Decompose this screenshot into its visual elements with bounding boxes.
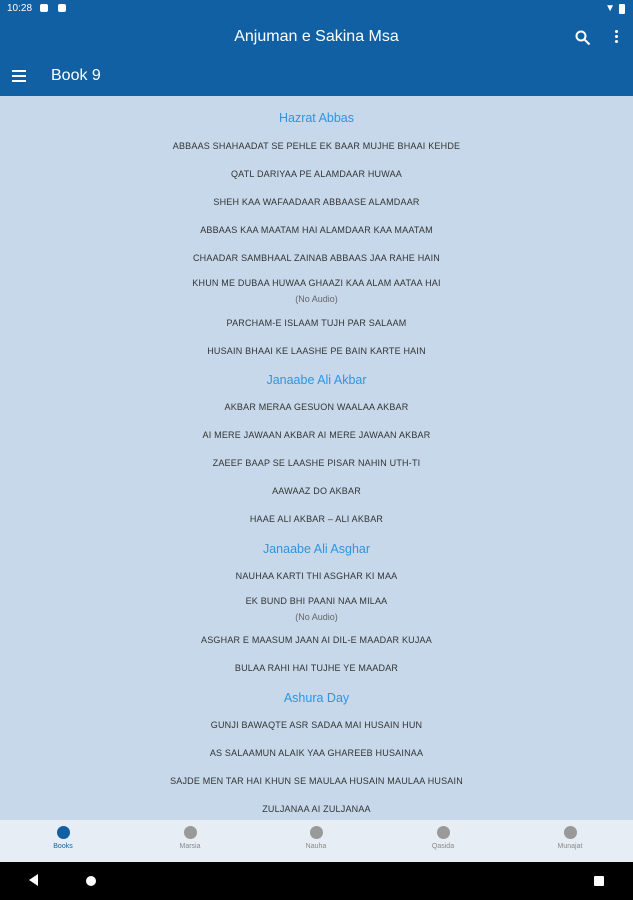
- nav-nauha[interactable]: [286, 826, 346, 850]
- sim-icon: [58, 4, 66, 12]
- hamburger-menu-icon[interactable]: [12, 70, 26, 82]
- section-heading: Hazrat Abbas: [278, 111, 355, 125]
- list-item[interactable]: AI MERE JAWAAN AKBAR AI MERE JAWAAN AKBAR: [202, 430, 431, 440]
- list-item[interactable]: AAWAAZ DO AKBAR: [272, 486, 361, 496]
- notification-icon: [40, 4, 48, 12]
- section-heading: Ashura Day: [283, 691, 350, 705]
- list-item[interactable]: EK BUND BHI PAANI NAA MILAA: [245, 596, 388, 606]
- list-item[interactable]: AKBAR MERAA GESUON WAALAA AKBAR: [224, 402, 409, 412]
- list-item[interactable]: ZAEEF BAAP SE LAASHE PISAR NAHIN UTH-TI: [212, 458, 421, 468]
- list-item[interactable]: ZULJANAA AI ZULJANAA: [262, 804, 371, 814]
- no-audio-label: (No Audio): [295, 294, 338, 304]
- home-icon[interactable]: [86, 876, 96, 886]
- nauha-icon: [310, 826, 323, 839]
- list-item[interactable]: CHAADAR SAMBHAAL ZAINAB ABBAAS JAA RAHE HAIN: [192, 253, 441, 263]
- list-item[interactable]: KHUN ME DUBAA HUWAA GHAAZI KAA ALAM AATAA HAI: [192, 278, 441, 288]
- status-time: 10:28: [7, 3, 33, 14]
- list-item[interactable]: ABBAAS SHAHAADAT SE PEHLE EK BAAR MUJHE BHAAI KEHDE: [172, 141, 461, 151]
- list-item[interactable]: SHEH KAA WAFAADAAR ABBAASE ALAMDAAR: [213, 197, 420, 207]
- nav-label: Books: [53, 843, 73, 850]
- app-bar: [0, 18, 633, 96]
- list-item[interactable]: HAAE ALI AKBAR – ALI AKBAR: [249, 514, 384, 524]
- no-audio-label: (No Audio): [295, 612, 338, 622]
- bottom-navigation: [0, 820, 633, 862]
- nav-marsia[interactable]: [160, 826, 220, 850]
- list-item[interactable]: ASGHAR E MAASUM JAAN AI DIL-E MAADAR KUJAA: [201, 635, 432, 645]
- nav-label: Marsia: [179, 843, 201, 850]
- back-icon[interactable]: [29, 874, 38, 886]
- recent-apps-icon[interactable]: [594, 876, 604, 886]
- list-item[interactable]: SAJDE MEN TAR HAI KHUN SE MAULAA HUSAIN MAULAA HUSAIN: [170, 776, 463, 786]
- marsia-icon: [184, 826, 197, 839]
- nav-books[interactable]: [33, 826, 93, 850]
- list-item[interactable]: BULAA RAHI HAI TUJHE YE MAADAR: [234, 663, 399, 673]
- section-heading: Janaabe Ali Akbar: [266, 373, 367, 387]
- wifi-icon: ▼: [605, 3, 615, 14]
- status-right: [605, 3, 625, 14]
- status-bar: [0, 0, 633, 18]
- list-item[interactable]: HUSAIN BHAAI KE LAASHE PE BAIN KARTE HAIN: [207, 346, 426, 356]
- battery-icon: [619, 4, 625, 14]
- munajat-icon: [564, 826, 577, 839]
- list-item[interactable]: AS SALAAMUN ALAIK YAA GHAREEB HUSAINAA: [209, 748, 424, 758]
- nav-label: Nauha: [305, 843, 327, 850]
- list-item[interactable]: QATL DARIYAA PE ALAMDAAR HUWAA: [230, 169, 403, 179]
- nav-label: Qasida: [431, 843, 455, 850]
- nav-label: Munajat: [557, 843, 583, 850]
- search-icon[interactable]: [575, 30, 591, 46]
- list-item[interactable]: NAUHAA KARTI THI ASGHAR KI MAA: [235, 571, 398, 581]
- more-options-icon[interactable]: [613, 28, 619, 48]
- app-title: Anjuman e Sakina Msa: [234, 28, 399, 45]
- list-item[interactable]: GUNJI BAWAQTE ASR SADAA MAI HUSAIN HUN: [210, 720, 423, 730]
- nav-munajat[interactable]: [540, 826, 600, 850]
- list-item[interactable]: ABBAAS KAA MAATAM HAI ALAMDAAR KAA MAATAM: [200, 225, 433, 235]
- list-item[interactable]: PARCHAM-E ISLAAM TUJH PAR SALAAM: [226, 318, 407, 328]
- qasida-icon: [437, 826, 450, 839]
- section-heading: Janaabe Ali Asghar: [262, 542, 371, 556]
- book-title: Book 9: [51, 67, 101, 84]
- song-list: [0, 96, 633, 820]
- books-icon: [57, 826, 70, 839]
- nav-qasida[interactable]: [413, 826, 473, 850]
- system-navigation-bar: [0, 862, 633, 900]
